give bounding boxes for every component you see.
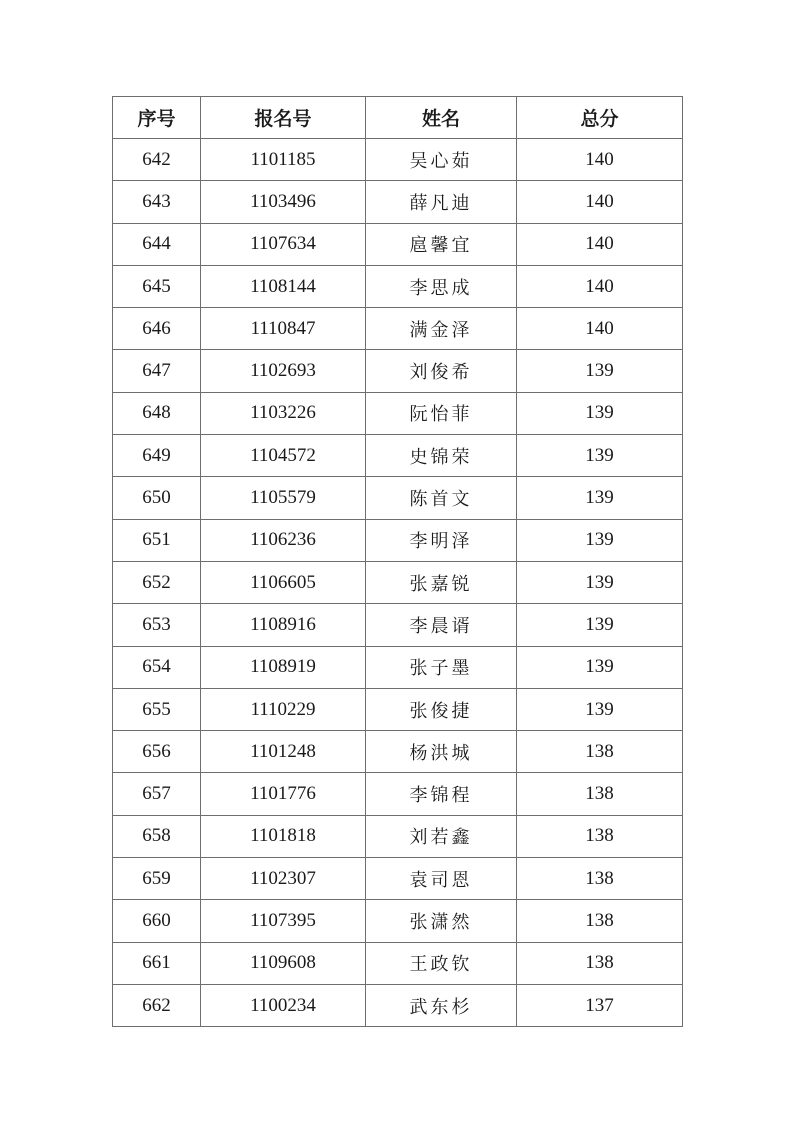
table-row	[113, 139, 683, 181]
cell-reg-no: 1101776	[201, 773, 366, 815]
cell-seq: 658	[113, 815, 201, 857]
cell-total: 139	[517, 350, 683, 392]
cell-seq: 643	[113, 181, 201, 223]
cell-seq: 662	[113, 984, 201, 1026]
cell-total: 140	[517, 223, 683, 265]
cell-total: 139	[517, 561, 683, 603]
header-reg-no: 报名号	[201, 97, 366, 139]
cell-name: 武东杉	[366, 984, 517, 1026]
cell-seq: 651	[113, 519, 201, 561]
header-total: 总分	[517, 97, 683, 139]
cell-name: 扈馨宜	[366, 223, 517, 265]
cell-total: 138	[517, 942, 683, 984]
cell-reg-no: 1101248	[201, 731, 366, 773]
cell-reg-no: 1103496	[201, 181, 366, 223]
table-row	[113, 942, 683, 984]
table-row	[113, 435, 683, 477]
table-row	[113, 858, 683, 900]
table-row	[113, 773, 683, 815]
cell-reg-no: 1104572	[201, 435, 366, 477]
table-row	[113, 900, 683, 942]
cell-total: 140	[517, 308, 683, 350]
cell-seq: 644	[113, 223, 201, 265]
table-row	[113, 646, 683, 688]
cell-seq: 642	[113, 139, 201, 181]
cell-seq: 650	[113, 477, 201, 519]
cell-name: 李锦程	[366, 773, 517, 815]
cell-total: 138	[517, 900, 683, 942]
cell-seq: 646	[113, 308, 201, 350]
cell-name: 张子墨	[366, 646, 517, 688]
cell-reg-no: 1108916	[201, 604, 366, 646]
table-row	[113, 308, 683, 350]
cell-name: 李思成	[366, 265, 517, 307]
cell-seq: 659	[113, 858, 201, 900]
cell-name: 李明泽	[366, 519, 517, 561]
cell-total: 139	[517, 519, 683, 561]
cell-seq: 660	[113, 900, 201, 942]
table-row	[113, 688, 683, 730]
header-seq: 序号	[113, 97, 201, 139]
cell-seq: 652	[113, 561, 201, 603]
table-row	[113, 984, 683, 1026]
cell-name: 满金泽	[366, 308, 517, 350]
cell-total: 140	[517, 181, 683, 223]
header-name: 姓名	[366, 97, 517, 139]
cell-name: 刘若鑫	[366, 815, 517, 857]
cell-seq: 654	[113, 646, 201, 688]
cell-reg-no: 1102693	[201, 350, 366, 392]
cell-reg-no: 1107634	[201, 223, 366, 265]
cell-total: 140	[517, 265, 683, 307]
cell-reg-no: 1100234	[201, 984, 366, 1026]
cell-name: 王政钦	[366, 942, 517, 984]
table-row	[113, 265, 683, 307]
cell-total: 139	[517, 477, 683, 519]
table-row	[113, 815, 683, 857]
cell-total: 138	[517, 815, 683, 857]
cell-name: 张俊捷	[366, 688, 517, 730]
cell-seq: 656	[113, 731, 201, 773]
cell-name: 史锦荣	[366, 435, 517, 477]
cell-name: 阮怡菲	[366, 392, 517, 434]
table-row	[113, 350, 683, 392]
cell-seq: 655	[113, 688, 201, 730]
table-row	[113, 223, 683, 265]
cell-name: 张潇然	[366, 900, 517, 942]
cell-seq: 647	[113, 350, 201, 392]
table-row	[113, 561, 683, 603]
cell-total: 138	[517, 731, 683, 773]
cell-total: 139	[517, 604, 683, 646]
cell-reg-no: 1102307	[201, 858, 366, 900]
cell-name: 袁司恩	[366, 858, 517, 900]
cell-reg-no: 1108919	[201, 646, 366, 688]
cell-name: 薛凡迪	[366, 181, 517, 223]
cell-total: 139	[517, 392, 683, 434]
cell-name: 张嘉锐	[366, 561, 517, 603]
table-row	[113, 392, 683, 434]
table-row	[113, 181, 683, 223]
cell-reg-no: 1110847	[201, 308, 366, 350]
cell-seq: 657	[113, 773, 201, 815]
cell-total: 139	[517, 435, 683, 477]
cell-reg-no: 1103226	[201, 392, 366, 434]
score-table	[112, 96, 683, 1027]
cell-reg-no: 1106236	[201, 519, 366, 561]
cell-seq: 661	[113, 942, 201, 984]
table-header-row	[113, 97, 683, 139]
cell-reg-no: 1107395	[201, 900, 366, 942]
cell-total: 139	[517, 688, 683, 730]
table-row	[113, 477, 683, 519]
cell-name: 吴心茹	[366, 139, 517, 181]
cell-reg-no: 1101818	[201, 815, 366, 857]
cell-total: 138	[517, 858, 683, 900]
table-row	[113, 604, 683, 646]
cell-seq: 649	[113, 435, 201, 477]
cell-reg-no: 1108144	[201, 265, 366, 307]
cell-reg-no: 1110229	[201, 688, 366, 730]
cell-name: 陈首文	[366, 477, 517, 519]
table-row	[113, 731, 683, 773]
cell-total: 138	[517, 773, 683, 815]
cell-name: 李晨谞	[366, 604, 517, 646]
cell-name: 杨洪城	[366, 731, 517, 773]
cell-seq: 653	[113, 604, 201, 646]
cell-name: 刘俊希	[366, 350, 517, 392]
cell-reg-no: 1105579	[201, 477, 366, 519]
cell-total: 137	[517, 984, 683, 1026]
cell-reg-no: 1106605	[201, 561, 366, 603]
cell-total: 139	[517, 646, 683, 688]
cell-reg-no: 1109608	[201, 942, 366, 984]
cell-total: 140	[517, 139, 683, 181]
table-row	[113, 519, 683, 561]
cell-seq: 645	[113, 265, 201, 307]
cell-seq: 648	[113, 392, 201, 434]
cell-reg-no: 1101185	[201, 139, 366, 181]
